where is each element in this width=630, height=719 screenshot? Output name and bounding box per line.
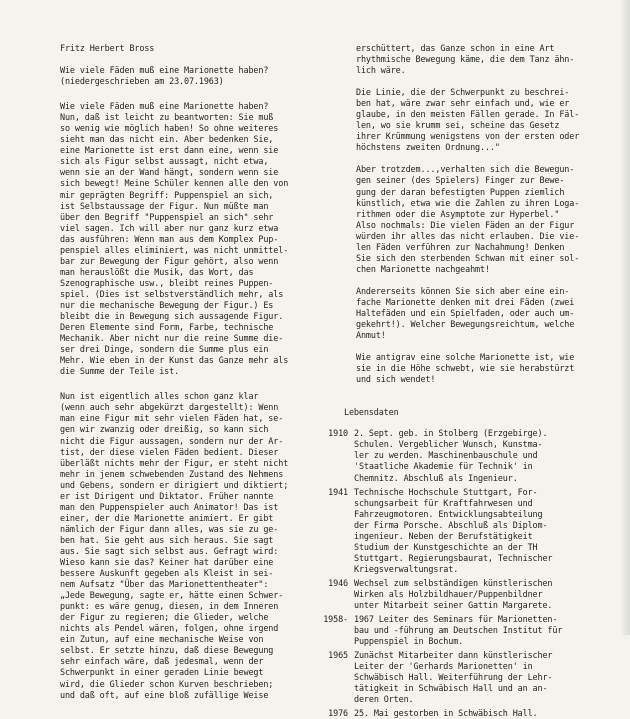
bio-entry (320, 428, 614, 483)
text-line: überläßt nichts mehr der Figur, er steht nicht (60, 457, 289, 468)
text-line: und Gebens, sondern er dirigiert und diktiert; (60, 479, 289, 490)
bio-text-line: schungsarbeit für Kraftfahrwesen und (354, 497, 533, 508)
bio-year-cell (320, 708, 354, 719)
bio-text-line: Leiter der 'Gerhards Marionetten' in (354, 661, 533, 672)
text-line: gen wir zwanzig oder dreißig, so kann sich (60, 424, 269, 435)
text-line: wenn sie an der Wand hängt, sondern wenn sie (60, 167, 279, 178)
author-name: Fritz Herbert Bross (60, 43, 155, 53)
bio-text-line: Wechsel zum selbständigen künstlerischen (354, 577, 553, 588)
essay-paragraph-6 (356, 286, 614, 341)
text-line: Wie viele Fäden muß eine Marionette haben? (60, 101, 269, 112)
text-line: Anmut! (356, 330, 386, 341)
bio-text-line: tätigkeit in Schwäbisch Hall und an an- (354, 683, 548, 694)
bio-text-line: ingenieur. Neben der Berufstätigkeit (354, 530, 533, 541)
bio-text-line: Studium der Kunstgeschichte an der TH (354, 541, 538, 552)
text-line: bleibt die in Bewegung sich aussagende Figur. (60, 311, 284, 322)
text-line: wird, die Glieder schon Kurven beschrieben; (60, 678, 274, 689)
text-line: ser drei Dinge, sondern die Summe plus ein (60, 344, 269, 355)
text-line: aus. Sie sagt sich selbst aus. Gefragt wird: (60, 545, 279, 556)
text-line: künstlich, etwa wie die Zahlen zu ihren Loga- (356, 197, 580, 208)
text-line: würden ihr alles das nicht erlauben. Die vie- (356, 230, 580, 241)
left-column (60, 43, 350, 701)
text-line: rhythmische Bewegung käme, die dem Tanz ähn- (356, 54, 575, 65)
text-line: eine Marionette ist erst dann eine, wenn sie (60, 145, 279, 156)
text-line: Mehr. Wie eben in der Kunst das Ganze mehr als (60, 355, 289, 366)
bio-year-cell (320, 578, 354, 611)
text-line: gen seiner (des Spielers) Finger zur Bewe- (356, 175, 565, 186)
text-line: selbst. Er setzte hinzu, daß diese Bewegung (60, 645, 274, 656)
text-line: gekehrt!). Welcher Bewegungsreichtum, welche (356, 319, 575, 330)
text-line: über den Begriff "Puppenspiel an sich" sehr (60, 211, 274, 222)
text-line: und sich wendet! (356, 374, 436, 385)
text-line: sieht man das nicht ein. Aber bedenken Sie, (60, 134, 274, 145)
text-line: Mechanik. Aber nicht nur die reine Summe die- (60, 333, 284, 344)
text-line: viel sagen. Ich will aber nur ganz kurz etwa (60, 222, 279, 233)
text-line: sie in die Höhe schwebt, wie sie herabstürzt (356, 363, 575, 374)
essay-paragraph-5 (356, 164, 614, 274)
text-line: die Summe der Teile ist. (60, 366, 180, 377)
text-line: höchstens zweiten Ordnung..." (356, 142, 500, 153)
bio-entry (320, 650, 614, 705)
essay-paragraph-1 (60, 101, 350, 377)
text-line: nicht die Figur aussagen, sondern nur der Ar- (60, 435, 284, 446)
bio-year-cell (320, 650, 354, 705)
text-line: Nun ist eigentlich alles schon ganz klar (60, 391, 259, 402)
bio-text (354, 708, 614, 719)
page-edge-shadow (620, 0, 630, 635)
bio-text-line: 2. Sept. geb. in Stolberg (Erzgebirge). (354, 428, 548, 439)
bio-text-line: Fahrzeugmotoren. Entwicklungsabteilung (354, 508, 543, 519)
text-line: nämlich der Figur dann alles, was sie zu ge- (60, 523, 279, 534)
text-line: punkt: es wäre genug, diesen, in dem Inneren (60, 601, 279, 612)
text-line: nichts als Pendel wären, folgen, ohne irgend (60, 623, 279, 634)
text-line: so wenig wie möglich haben! So ohne weiteres (60, 123, 279, 134)
text-line: nem Aufsatz "Über das Marionettentheater": (60, 579, 269, 590)
bio-text (354, 578, 614, 611)
bio-text-line: 25. Mai gestorben in Schwäbisch Hall. (354, 708, 538, 719)
bio-text-line: Puppenspiel in Bochum. (354, 636, 464, 647)
text-line: er ist Dirigent und Diktator. Früher nannte (60, 490, 274, 501)
text-line: Wieso kann sie das? Keiner hat darüber eine (60, 557, 274, 568)
text-line: len, wo sie krumm sei, scheine das Gesetz (356, 120, 560, 131)
text-line: spiel. (Dies ist selbstverständlich mehr, als (60, 288, 284, 299)
text-line: penspiel alles eliminiert, was nicht unmittel- (60, 244, 289, 255)
bio-text-line: Schwäbisch Hall. Weiterführung der Lehr- (354, 672, 553, 683)
title-date-line: (niedergeschrieben am 23.07.1963) (60, 76, 224, 87)
bio-text-line: Stuttgart. Regierungsbaurat, Technischer (354, 552, 553, 563)
bio-year-cell (320, 614, 354, 647)
bio-year: 1965 (328, 650, 348, 661)
title-line: Wie viele Fäden muß eine Marionette haben? (60, 65, 269, 76)
text-line: Sie sich den sterbenden Schwan mit einer sol- (356, 252, 580, 263)
bio-heading: Lebensdaten (344, 407, 399, 418)
text-line: Szenographische usw., bleibt reines Puppen- (60, 277, 274, 288)
essay-paragraph-4 (356, 87, 614, 153)
text-line: Nun, daß ist leicht zu beantworten: Sie muß (60, 112, 274, 123)
bio-text-line: Chemnitz. Abschluß als Ingenieur. (354, 472, 518, 483)
text-line: Schwerpunkt in einer geraden Linie bewegt (60, 667, 264, 678)
bio-entry (320, 708, 614, 719)
text-line: glaube, in den meisten Fällen gerade. In Fäl- (356, 109, 580, 120)
text-line: „Jede Bewegung, sagte er, hätte einen Schwer- (60, 590, 284, 601)
text-line: nur die mechanische Bewegung der Figur.) Es (60, 299, 274, 310)
essay-paragraph-3 (356, 43, 614, 76)
bio-year: 1958- (323, 614, 348, 625)
text-line: tist, der diese vielen Fäden bedient. Dieser (60, 446, 279, 457)
text-line: man den Puppenspieler auch Animator! Das ist (60, 501, 279, 512)
text-line: bessere Auskunft gegeben als Kleist in sei- (60, 568, 274, 579)
text-line: chen Marionette nachgeahmt! (356, 263, 490, 274)
text-line: ist Selbstaussage der Figur. Nun müßte man (60, 200, 269, 211)
text-line: bar zur Bewegung der Figur gehört, also wenn (60, 255, 279, 266)
text-line: rithmen oder die Asymptote zur Hyperbel." (356, 208, 560, 219)
bio-year: 1976 (328, 708, 348, 719)
bio-text-line: Zunächst Mitarbeiter dann künstlerischer (354, 650, 553, 661)
bio-text (354, 487, 614, 575)
bio-year-cell (320, 428, 354, 483)
bio-text-line: unter Mitarbeit seiner Gattin Margarete. (354, 600, 553, 611)
bio-text-line: bau und -führung am Deutschen Institut für (354, 625, 563, 636)
text-line: Die Linie, die der Schwerpunkt zu beschrei- (356, 87, 570, 98)
text-line: lich wäre. (356, 65, 406, 76)
text-line: ben hat. Sie geht aus sich heraus. Sie sagt (60, 534, 274, 545)
bio-text (354, 650, 614, 705)
text-line: der Figur zu regieren; die Glieder, welche (60, 612, 269, 623)
text-line: ihrer Krümmung wenigstens von der ersten oder (356, 131, 580, 142)
text-line: Also nochmals: Die vielen Fäden an der Figur (356, 219, 575, 230)
bio-text-line: deren Orten. (354, 694, 414, 705)
text-line: ben hat, wäre zwar sehr einfach und, wie er (356, 98, 570, 109)
bio-year: 1946 (328, 577, 348, 588)
bio-year: 1941 (328, 486, 348, 497)
bio-text-line: Technische Hochschule Stuttgart, For- (354, 486, 538, 497)
bio-year: 1910 (328, 428, 348, 439)
essay-title (60, 65, 350, 87)
text-line: erschüttert, das Ganze schon in eine Art (356, 43, 555, 53)
text-line: Andererseits können Sie sich aber eine ein- (356, 285, 570, 296)
bio-entry (320, 578, 614, 611)
text-line: Wie antigrav eine solche Marionette ist, wie (356, 352, 575, 363)
text-line: das ausführen: Wenn man aus dem Komplex Pup- (60, 233, 279, 244)
bio-text (354, 428, 614, 483)
bio-entry (320, 487, 614, 575)
text-line: len Fäden verführen zur Nachahmung! Denken (356, 241, 565, 252)
text-line: sich als Figur selbst aussagt, nicht etwa, (60, 156, 269, 167)
bio-text-line: ler zu werden. Maschinenbauschule und (354, 450, 538, 461)
text-line: (wenn auch sehr abgekürzt dargestellt): Wenn (60, 402, 279, 413)
essay-paragraph-2 (60, 391, 350, 700)
bio-text-line: Schulen. Vergeblicher Wunsch, Kunstma- (354, 439, 543, 450)
right-column (323, 43, 614, 719)
text-line: Aber trotzdem...,verhalten sich die Bewegun- (356, 164, 575, 175)
text-line: mehr in jenem schwebenden Zustand des Nehmens (60, 468, 284, 479)
bio-text-line: 'Staatliche Akademie für Technik' in (354, 461, 533, 472)
text-line: sehr einfach wäre, daß jedesmal, wenn der (60, 656, 264, 667)
text-line: fache Marionette denken mit drei Fäden (zwei (356, 296, 575, 307)
text-line: einer, der die Marionette animiert. Er gibt (60, 512, 274, 523)
text-line: man herauslößt die Musik, das Wort, das (60, 266, 254, 277)
text-line: gung der daran befestigten Puppen ziemlich (356, 186, 565, 197)
text-line: mir geprägten Begriff: Puppenspiel an sich, (60, 189, 274, 200)
text-line: man eine Figur mit sehr vielen Fäden hat, se- (60, 413, 284, 424)
bio-text (354, 614, 614, 647)
text-line: sich bewegt! Meine Schüler kennen alle den von (60, 178, 289, 189)
bio-list (320, 428, 614, 719)
bio-text-line: Kriegsverwaltungsrat. (354, 563, 459, 574)
essay-paragraph-7 (356, 352, 614, 385)
bio-text-line: 1967 Leiter des Seminars für Marionetten- (354, 614, 558, 625)
bio-year-cell (320, 487, 354, 575)
text-line: und daß oft, auf eine bloß zufällige Weise (60, 689, 269, 700)
text-line: Deren Elemente sind Form, Farbe, technische (60, 322, 274, 333)
bio-text-line: Wirken als Holzbildhauer/Puppenbildner (354, 588, 543, 599)
bio-text-line: der Firma Porsche. Abschluß als Diplom- (354, 519, 548, 530)
text-line: Haltefäden und ein Spielfaden, oder auch um- (356, 307, 575, 318)
text-line: ein Zutun, auf eine mechanische Weise von (60, 634, 264, 645)
bio-entry (320, 614, 614, 647)
